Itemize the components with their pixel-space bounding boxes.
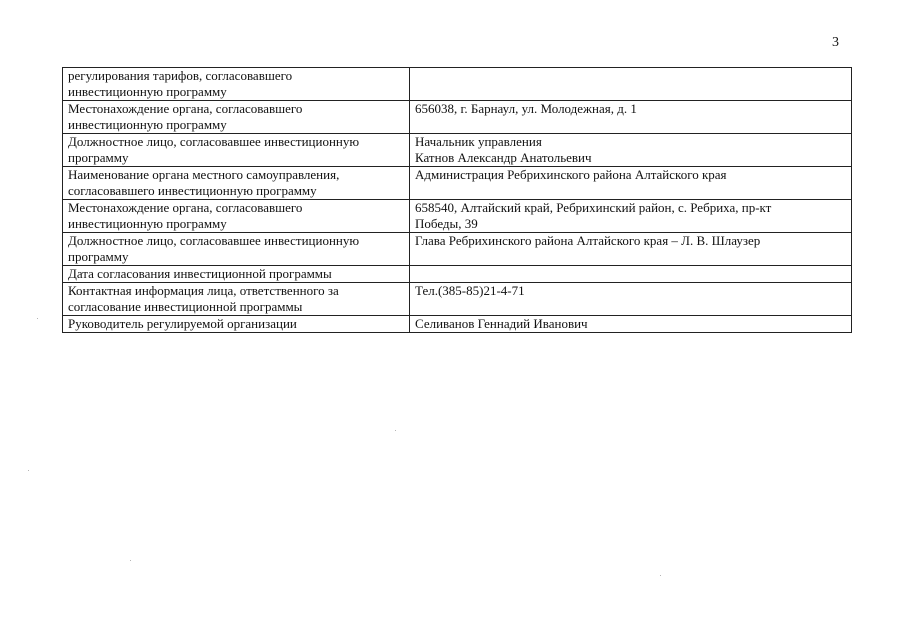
row-label: Наименование органа местного самоуправления, согласовавшего инвестиционную программу — [63, 167, 410, 200]
table-row — [63, 134, 852, 167]
table-row — [63, 200, 852, 233]
table-row — [63, 233, 852, 266]
table-row — [63, 101, 852, 134]
table-row — [63, 283, 852, 316]
row-value — [410, 68, 852, 101]
scan-speck — [28, 470, 29, 471]
row-value: 656038, г. Барнаул, ул. Молодежная, д. 1 — [410, 101, 852, 134]
scan-speck — [660, 575, 661, 576]
row-value — [410, 266, 852, 283]
scan-speck — [395, 430, 396, 431]
row-value: Тел.(385-85)21-4-71 — [410, 283, 852, 316]
table-row — [63, 68, 852, 101]
scan-speck — [37, 318, 38, 319]
row-label: Руководитель регулируемой организации — [63, 316, 410, 333]
row-value: Селиванов Геннадий Иванович — [410, 316, 852, 333]
row-label: Должностное лицо, согласовавшее инвестиционную программу — [63, 233, 410, 266]
row-value: Администрация Ребрихинского района Алтайского края — [410, 167, 852, 200]
row-label: Местонахождение органа, согласовавшего инвестиционную программу — [63, 101, 410, 134]
approval-info-table — [62, 67, 852, 333]
row-value: 658540, Алтайский край, Ребрихинский район, с. Ребриха, пр-кт Победы, 39 — [410, 200, 852, 233]
table-row — [63, 266, 852, 283]
row-value: Глава Ребрихинского района Алтайского края – Л. В. Шлаузер — [410, 233, 852, 266]
page-number: 3 — [832, 35, 839, 50]
row-value: Начальник управления Катнов Александр Анатольевич — [410, 134, 852, 167]
table-row — [63, 167, 852, 200]
row-label: регулирования тарифов, согласовавшего инвестиционную программу — [63, 68, 410, 101]
row-label: Дата согласования инвестиционной программы — [63, 266, 410, 283]
scan-speck — [130, 560, 131, 561]
row-label: Контактная информация лица, ответственного за согласование инвестиционной программы — [63, 283, 410, 316]
row-label: Должностное лицо, согласовавшее инвестиционную программу — [63, 134, 410, 167]
table-row — [63, 316, 852, 333]
row-label: Местонахождение органа, согласовавшего инвестиционную программу — [63, 200, 410, 233]
